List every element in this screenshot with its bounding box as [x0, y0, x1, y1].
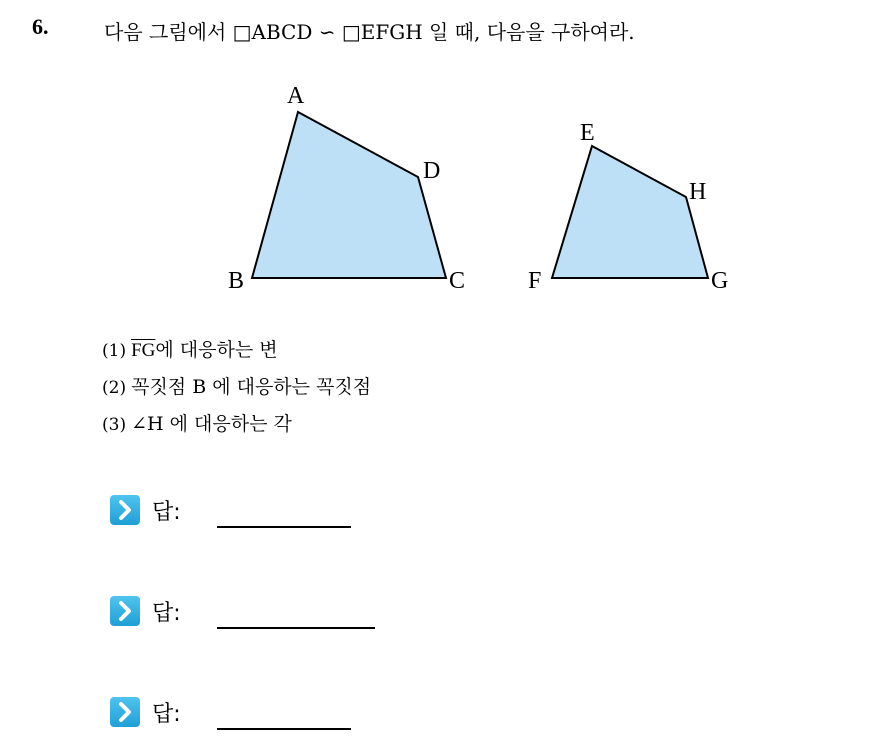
subquestion-3 — [102, 406, 371, 443]
segment-fg: $\overline{FG}$ — [131, 340, 156, 361]
answer-blank-2[interactable] — [217, 607, 375, 629]
subquestion-number: (3) — [102, 415, 127, 435]
quadrilateral-abcd — [252, 112, 446, 278]
chevron-right-icon — [110, 596, 140, 626]
answer-blank-1[interactable] — [217, 506, 351, 528]
vertex-label-e: E — [580, 120, 595, 146]
question-number: 6. — [32, 14, 49, 39]
answer-row-2 — [110, 591, 375, 631]
subquestion-list — [102, 332, 371, 443]
answer-label: 답: — [152, 701, 181, 727]
vertex-label-c: C — [449, 268, 466, 294]
subquestion-text: 에 대응하는 변 — [155, 339, 278, 361]
quadrilateral-efgh — [552, 146, 708, 278]
subquestion-1 — [102, 332, 371, 369]
chevron-right-icon — [110, 697, 140, 727]
answer-row-3 — [110, 692, 351, 732]
answer-label: 답: — [152, 600, 181, 626]
chevron-right-icon — [110, 495, 140, 525]
vertex-label-g: G — [711, 268, 729, 294]
subquestion-text: ∠H 에 대응하는 각 — [131, 413, 292, 435]
subquestion-2 — [102, 369, 371, 406]
question-text: 다음 그림에서 □ABCD ∽ □EFGH 일 때, 다음을 구하여라. — [104, 20, 635, 44]
answer-row-1 — [110, 490, 351, 530]
subquestion-text: 꼭짓점 B 에 대응하는 꼭짓점 — [131, 376, 372, 398]
vertex-label-a: A — [287, 83, 305, 109]
answer-label: 답: — [152, 499, 181, 525]
subquestion-number: (2) — [102, 378, 127, 398]
subquestion-number: (1) — [102, 341, 127, 361]
vertex-label-d: D — [423, 158, 441, 184]
answer-blank-3[interactable] — [217, 708, 351, 730]
vertex-label-h: H — [689, 179, 707, 205]
vertex-label-f: F — [528, 268, 542, 294]
vertex-label-b: B — [228, 268, 245, 294]
